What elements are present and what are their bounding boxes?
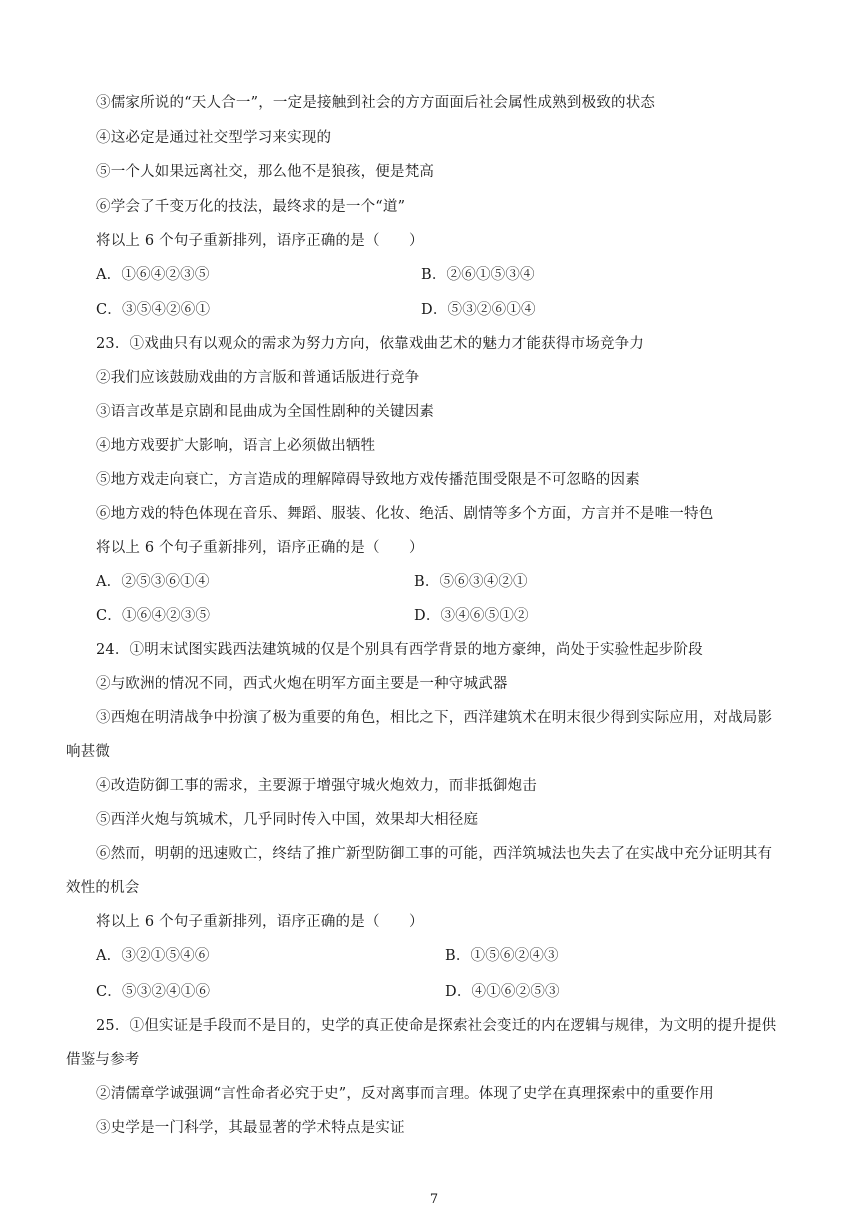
q22-prompt: 将以上 6 个句子重新排列，语序正确的是（ ） xyxy=(96,233,424,249)
q22-option-d: D．⑤③②⑥①④ xyxy=(421,302,536,318)
q22-sentence-3: ③儒家所说的“天人合一”，一定是接触到社会的方方面面后社会属性成熟到极致的状态 xyxy=(96,95,656,111)
q23-sentence-5: ⑤地方戏走向衰亡，方言造成的理解障碍导致地方戏传播范围受限是不可忽略的因素 xyxy=(96,472,640,488)
q24-sentence-4: ④改造防御工事的需求，主要源于增强守城火炮效力，而非抵御炮击 xyxy=(96,778,537,794)
q22-option-b: B．②⑥①⑤③④ xyxy=(421,267,535,283)
q23-sentence-4: ④地方戏要扩大影响，语言上必须做出牺牲 xyxy=(96,438,376,454)
q23-sentence-6: ⑥地方戏的特色体现在音乐、舞蹈、服装、化妆、绝活、剧情等多个方面，方言并不是唯一特色 xyxy=(96,506,714,522)
q25-sentence-2: ②清儒章学诚强调“言性命者必究于史”，反对离事而言理。体现了史学在真理探索中的重要作用 xyxy=(96,1086,714,1102)
q24-sentence-6-cont: 效性的机会 xyxy=(66,880,140,896)
q24-sentence-5: ⑤西洋火炮与筑城术，几乎同时传入中国，效果却大相径庭 xyxy=(96,812,479,828)
q24-sentence-3: ③西炮在明清战争中扮演了极为重要的角色，相比之下，西洋建筑术在明末很少得到实际应用，对战局影 xyxy=(96,710,773,726)
q23-option-b: B．⑤⑥③④②① xyxy=(414,574,528,590)
q24-option-c: C．⑤③②④①⑥ xyxy=(96,984,211,1000)
q23-option-c: C．①⑥④②③⑤ xyxy=(96,608,211,624)
q25-sentence-1: 25．①但实证是手段而不是目的，史学的真正使命是探索社会变迁的内在逻辑与规律，为文明的提升提供 xyxy=(96,1018,777,1034)
q22-sentence-5: ⑤一个人如果远离社交，那么他不是狼孩，便是梵高 xyxy=(96,164,435,180)
q22-sentence-6: ⑥学会了千变万化的技法，最终求的是一个“道” xyxy=(96,199,406,215)
q23-option-d: D．③④⑥⑤①② xyxy=(414,608,529,624)
q24-sentence-1: 24．①明末试图实践西法建筑城的仅是个别具有西学背景的地方豪绅，尚处于实验性起步阶段 xyxy=(96,642,703,658)
q23-prompt: 将以上 6 个句子重新排列，语序正确的是（ ） xyxy=(96,540,424,556)
q24-prompt: 将以上 6 个句子重新排列，语序正确的是（ ） xyxy=(96,914,424,930)
q23-sentence-1: 23．①戏曲只有以观众的需求为努力方向，依靠戏曲艺术的魅力才能获得市场竞争力 xyxy=(96,336,645,352)
q22-option-c: C．③⑤④②⑥① xyxy=(96,302,211,318)
q23-option-a: A．②⑤③⑥①④ xyxy=(96,574,210,590)
q25-sentence-3: ③史学是一门科学，其最显著的学术特点是实证 xyxy=(96,1120,405,1136)
q24-sentence-6: ⑥然而，明朝的迅速败亡，终结了推广新型防御工事的可能，西洋筑城法也失去了在实战中充分证明其有 xyxy=(96,846,773,862)
q23-sentence-2: ②我们应该鼓励戏曲的方言版和普通话版进行竞争 xyxy=(96,370,420,386)
q22-option-a: A．①⑥④②③⑤ xyxy=(96,267,210,283)
page-number: 7 xyxy=(429,1192,439,1207)
q24-option-a: A．③②①⑤④⑥ xyxy=(96,948,210,964)
q24-option-b: B．①⑤⑥②④③ xyxy=(445,948,559,964)
q22-sentence-4: ④这必定是通过社交型学习来实现的 xyxy=(96,130,332,146)
q24-sentence-2: ②与欧洲的情况不同，西式火炮在明军方面主要是一种守城武器 xyxy=(96,676,508,692)
q24-option-d: D．④①⑥②⑤③ xyxy=(445,984,560,1000)
q25-sentence-1-cont: 借鉴与参考 xyxy=(66,1052,140,1068)
q24-sentence-3-cont: 响甚微 xyxy=(66,744,111,760)
q23-sentence-3: ③语言改革是京剧和昆曲成为全国性剧种的关键因素 xyxy=(96,404,435,420)
